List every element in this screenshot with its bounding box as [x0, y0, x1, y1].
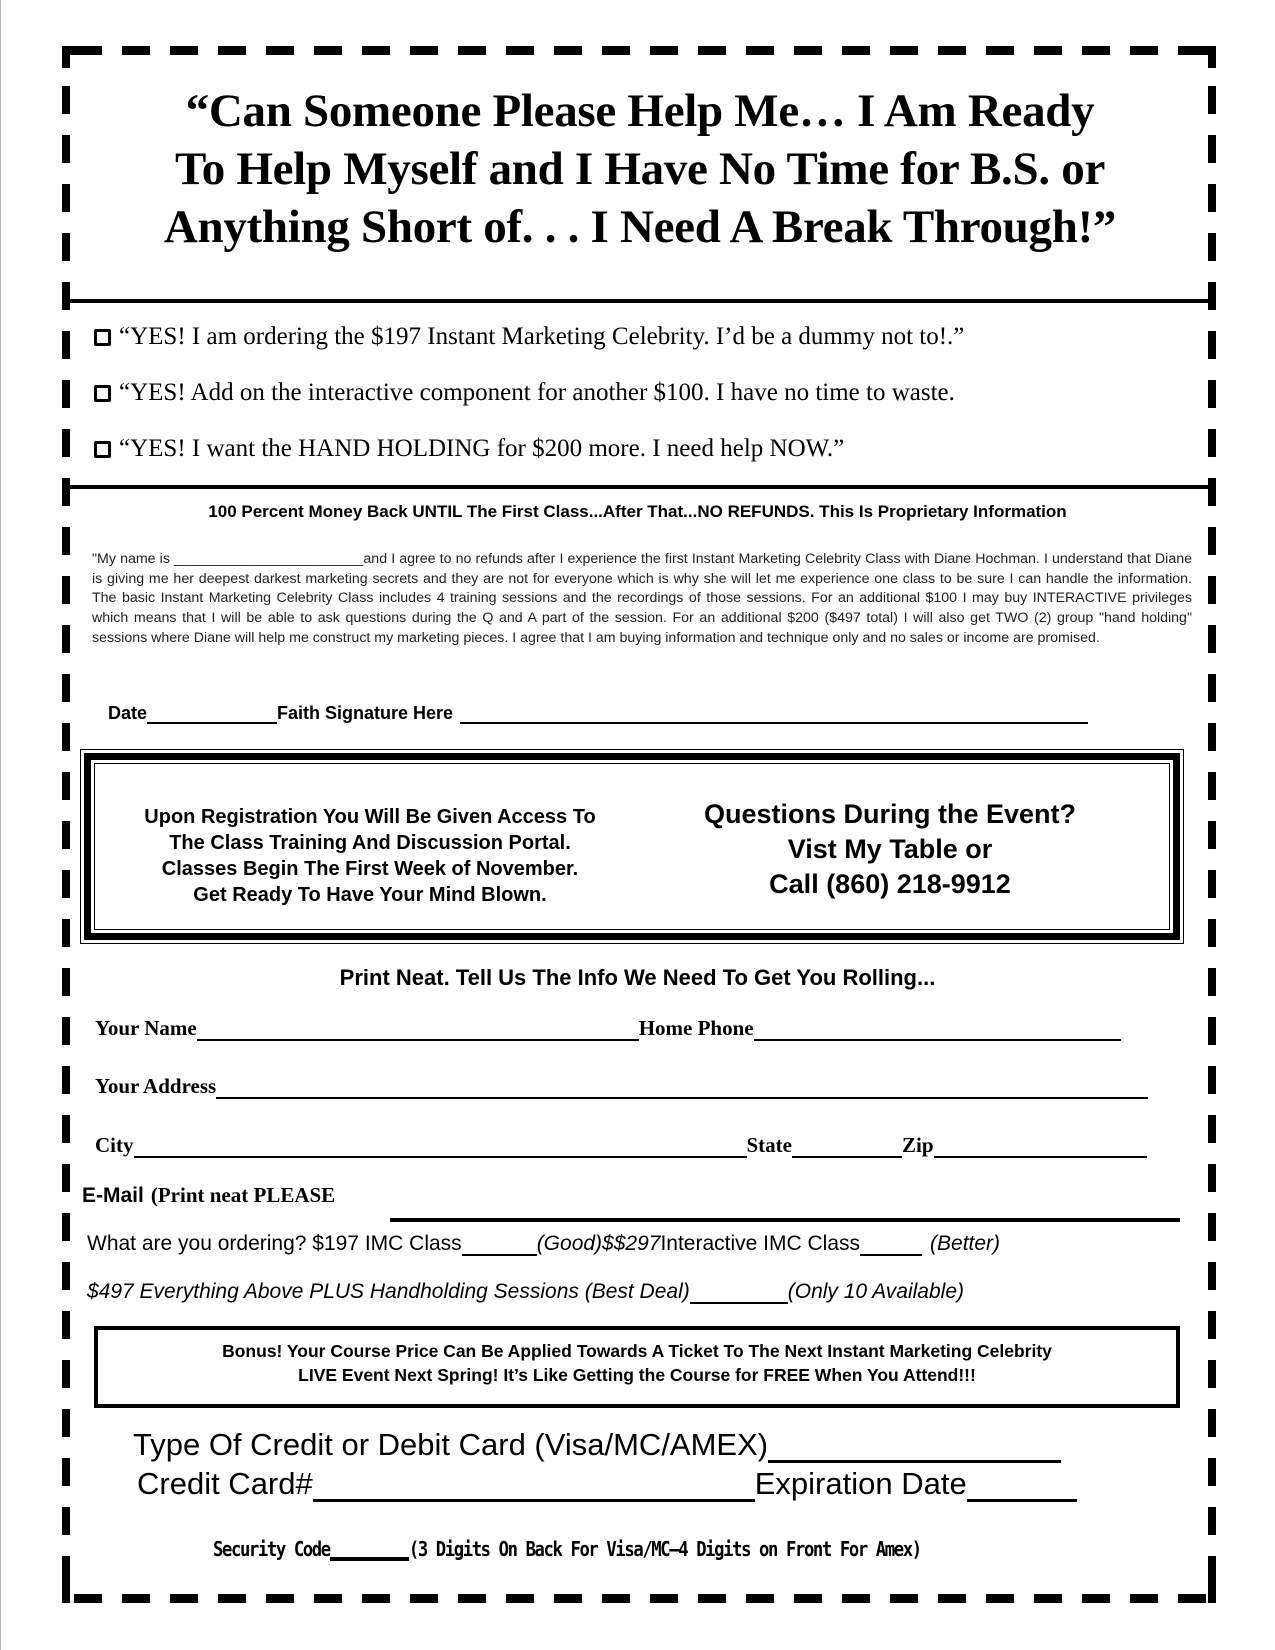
city-label: City	[95, 1133, 134, 1157]
phone-label: Home Phone	[638, 1016, 754, 1040]
border-dash	[842, 46, 870, 55]
option-row-interactive[interactable]	[94, 379, 955, 407]
border-dash	[1208, 772, 1216, 800]
border-dash	[1208, 723, 1216, 751]
city-state-zip-row	[95, 1133, 1147, 1158]
info-box-frame	[84, 753, 1180, 940]
border-dash	[1208, 1213, 1216, 1241]
border-dash	[62, 331, 70, 359]
border-dash	[986, 46, 1014, 55]
registration-line: Classes Begin The First Week of November.	[161, 858, 579, 880]
info-box-inner	[94, 763, 1170, 930]
info-box	[80, 749, 1184, 944]
border-dash	[1208, 46, 1216, 68]
border-dash	[62, 1213, 70, 1241]
signature-row	[108, 703, 1088, 724]
border-dash	[1208, 282, 1216, 310]
border-dash	[62, 233, 70, 261]
border-dash	[938, 46, 966, 55]
border-dash	[410, 46, 438, 55]
border-dash	[1130, 1594, 1158, 1603]
address-label: Your Address	[95, 1074, 217, 1098]
border-dash	[1208, 1360, 1216, 1388]
agreement-body: and I agree to no refunds after I experience the first Instant Marketing Celebrity Class with Diane Hochman. I understand that Diane is giving me her deepest darkest marketing secrets and they are not for everyone which is why she will let me experience one class to be sure I can handle the information. The basic Instant Marketing Celebrity Class includes 4 training sessions and the recordings of those sessions. For an additional $100 I may buy INTERACTIVE privileges which means that I will be able to ask questions during the Q and A part of the session. For an additional $200 ($497 total) I will also get TWO (2) group "hand holding" sessions where Diane will help me construct my marketing pieces. I agree that I am buying information and technique only and no sales or income are promised.	[92, 551, 1192, 646]
refund-notice: 100 Percent Money Back UNTIL The First Class...After That...NO REFUNDS. This Is Proprietary Information	[208, 502, 1067, 521]
border-dash	[1082, 46, 1110, 55]
zip-label: Zip	[902, 1133, 934, 1157]
border-dash	[890, 1594, 918, 1603]
border-dash	[602, 1594, 630, 1603]
border-dash	[1208, 576, 1216, 604]
interactive-class-label: Interactive IMC Class	[660, 1232, 861, 1255]
border-dash	[62, 1458, 70, 1486]
border-dash	[1208, 1262, 1216, 1290]
option-label: “YES! Add on the interactive component for another $100. I have no time to waste.	[119, 379, 955, 406]
border-dash	[62, 1582, 70, 1603]
border-dash	[62, 1360, 70, 1388]
border-dash	[1208, 527, 1216, 555]
good-tier: (Good)$$297	[536, 1232, 661, 1255]
border-dash	[986, 1594, 1014, 1603]
card-number-field[interactable]	[313, 1473, 755, 1502]
border-dash	[746, 1594, 774, 1603]
email-label: E-Mail	[82, 1184, 144, 1207]
border-dash	[62, 870, 70, 898]
contact-line: Vist My Table or	[787, 834, 993, 864]
contact-info	[670, 797, 1110, 902]
date-label: Date	[108, 703, 148, 723]
border-dash	[62, 1017, 70, 1045]
border-dash	[458, 1594, 486, 1603]
border-dash	[506, 1594, 534, 1603]
border-dash	[62, 282, 70, 310]
headline-line-2: To Help Myself and I Have No Time for B.S. or	[174, 143, 1106, 195]
address-field[interactable]	[216, 1079, 1148, 1099]
card-type-label: Type Of Credit or Debit Card (Visa/MC/AMEX)	[133, 1427, 769, 1462]
border-dash	[1208, 380, 1216, 408]
border-dash	[554, 46, 582, 55]
border-dash	[1208, 233, 1216, 261]
security-code-row	[213, 1537, 921, 1561]
city-field[interactable]	[134, 1138, 747, 1158]
interactive-class-field[interactable]	[860, 1237, 922, 1256]
border-dash	[62, 1311, 70, 1339]
border-dash	[362, 1594, 390, 1603]
border-dash	[650, 1594, 678, 1603]
border-dash	[266, 46, 294, 55]
border-dash	[62, 1409, 70, 1437]
email-field[interactable]	[390, 1218, 1180, 1222]
imc-class-field[interactable]	[462, 1237, 537, 1256]
name-label: Your Name	[95, 1016, 197, 1040]
security-code-label: Security Code	[213, 1537, 330, 1561]
agreement-prefix: "My name is	[92, 551, 175, 567]
border-dash	[890, 46, 918, 55]
border-dash	[218, 1594, 246, 1603]
headline-line-3: Anything Short of. . . I Need A Break Through!”	[163, 201, 1117, 253]
state-label: State	[746, 1133, 792, 1157]
border-dash	[62, 46, 70, 68]
expiration-label: Expiration Date	[754, 1466, 967, 1501]
border-dash	[794, 46, 822, 55]
bonus-line: LIVE Event Next Spring! It’s Like Getting the Course for FREE When You Attend!!!	[298, 1365, 976, 1385]
border-dash	[62, 1262, 70, 1290]
best-deal-field[interactable]	[690, 1285, 788, 1304]
border-dash	[1208, 625, 1216, 653]
headline	[75, 82, 1205, 256]
border-dash	[1034, 1594, 1062, 1603]
border-dash	[1208, 1582, 1216, 1603]
border-dash	[62, 576, 70, 604]
border-dash	[554, 1594, 582, 1603]
border-dash	[62, 429, 70, 457]
email-row	[82, 1183, 335, 1208]
border-dash	[698, 1594, 726, 1603]
options-divider	[62, 485, 1215, 489]
option-row-hand-holding[interactable]	[94, 435, 844, 463]
bonus-box	[94, 1326, 1180, 1408]
border-dash	[1082, 1594, 1110, 1603]
border-dash	[122, 46, 150, 55]
border-dash	[62, 527, 70, 555]
border-dash	[698, 46, 726, 55]
border-dash	[1178, 46, 1206, 55]
border-dash	[794, 1594, 822, 1603]
border-dash	[602, 46, 630, 55]
email-note: (Print neat PLEASE	[150, 1183, 336, 1207]
card-type-row	[133, 1427, 1061, 1463]
page-edge	[0, 0, 1, 1650]
ordering-question: What are you ordering? $197 IMC Class	[87, 1232, 462, 1255]
border-dash	[62, 1507, 70, 1535]
border-dash	[62, 625, 70, 653]
border-dash	[938, 1594, 966, 1603]
card-number-row	[137, 1466, 1077, 1502]
border-dash	[170, 1594, 198, 1603]
name-phone-row	[95, 1016, 1121, 1041]
border-dash	[62, 1164, 70, 1192]
form-title: Print Neat. Tell Us The Info We Need To Get You Rolling...	[339, 965, 936, 990]
border-dash	[62, 86, 70, 114]
border-dash	[1208, 1115, 1216, 1143]
agreement-paragraph	[92, 550, 1192, 649]
border-dash	[1208, 821, 1216, 849]
border-dash	[1208, 674, 1216, 702]
headline-line-1: “Can Someone Please Help Me… I Am Ready	[185, 85, 1095, 137]
border-dash	[314, 1594, 342, 1603]
agreement-name-blank[interactable]: ________________________	[174, 551, 364, 567]
contact-line: Questions During the Event?	[703, 799, 1077, 829]
border-dash	[62, 674, 70, 702]
date-field[interactable]	[147, 706, 277, 724]
border-dash	[842, 1594, 870, 1603]
border-dash	[218, 46, 246, 55]
best-deal-label: $497 Everything Above PLUS Handholding Sessions (Best Deal)	[87, 1280, 690, 1303]
registration-line: Get Ready To Have Your Mind Blown.	[193, 884, 547, 906]
border-dash	[62, 1556, 70, 1584]
border-dash	[122, 1594, 150, 1603]
border-dash	[650, 46, 678, 55]
border-dash	[1208, 1311, 1216, 1339]
border-dash	[62, 1115, 70, 1143]
option-label: “YES! I want the HAND HOLDING for $200 more. I need help NOW.”	[119, 435, 845, 462]
border-dash	[62, 772, 70, 800]
border-dash	[1208, 919, 1216, 947]
border-dash	[62, 821, 70, 849]
header-divider	[62, 299, 1213, 303]
phone-field[interactable]	[754, 1021, 1121, 1041]
border-dash	[1208, 870, 1216, 898]
ordering-row	[87, 1232, 1000, 1256]
option-label: “YES! I am ordering the $197 Instant Marketing Celebrity. I’d be a dummy not to!.”	[119, 323, 965, 350]
border-dash	[1208, 331, 1216, 359]
border-dash	[74, 46, 102, 55]
border-dash	[1208, 184, 1216, 212]
border-dash	[62, 380, 70, 408]
checkbox-197[interactable]	[94, 329, 111, 346]
border-dash	[62, 135, 70, 163]
border-dash	[1208, 1556, 1216, 1584]
border-dash	[1178, 1594, 1206, 1603]
signature-label: Faith Signature Here	[277, 703, 454, 723]
border-dash	[746, 46, 774, 55]
name-field[interactable]	[197, 1021, 639, 1041]
border-dash	[458, 46, 486, 55]
security-code-note: (3 Digits On Back For Visa/MC—4 Digits on Front For Amex)	[408, 1537, 921, 1561]
bonus-line: Bonus! Your Course Price Can Be Applied Towards A Ticket To The Next Instant Marketing Celebrity	[222, 1341, 1052, 1361]
border-dash	[266, 1594, 294, 1603]
option-row-197[interactable]	[94, 323, 964, 351]
state-field[interactable]	[792, 1138, 902, 1158]
border-dash	[1208, 1066, 1216, 1094]
registration-line: The Class Training And Discussion Portal.	[169, 832, 571, 854]
border-dash	[1208, 429, 1216, 457]
border-dash	[62, 184, 70, 212]
checkbox-hand-holding[interactable]	[94, 441, 111, 458]
border-dash	[362, 46, 390, 55]
border-dash	[62, 919, 70, 947]
best-deal-row	[87, 1280, 964, 1304]
border-dash	[1208, 86, 1216, 114]
registration-line: Upon Registration You Will Be Given Access To	[144, 806, 596, 828]
border-dash	[62, 723, 70, 751]
contact-phone: Call (860) 218-9912	[769, 869, 1011, 899]
border-dash	[410, 1594, 438, 1603]
border-dash	[314, 46, 342, 55]
border-dash	[1208, 135, 1216, 163]
border-dash	[170, 46, 198, 55]
border-dash	[74, 1594, 102, 1603]
registration-info	[105, 804, 635, 908]
border-dash	[1034, 46, 1062, 55]
zip-field[interactable]	[934, 1138, 1147, 1158]
address-row	[95, 1074, 1148, 1099]
card-number-label: Credit Card#	[137, 1466, 313, 1501]
signature-field[interactable]	[460, 706, 1088, 724]
expiration-field[interactable]	[967, 1473, 1077, 1502]
border-dash	[506, 46, 534, 55]
border-dash	[1208, 1458, 1216, 1486]
border-dash	[1130, 46, 1158, 55]
border-dash	[1208, 1409, 1216, 1437]
best-deal-note: (Only 10 Available)	[787, 1280, 965, 1303]
security-code-field[interactable]	[330, 1539, 409, 1561]
checkbox-interactive[interactable]	[94, 385, 111, 402]
card-type-field[interactable]	[768, 1434, 1061, 1463]
border-dash	[1208, 1164, 1216, 1192]
better-tier: (Better)	[930, 1232, 1001, 1255]
border-dash	[1208, 1507, 1216, 1535]
border-dash	[1208, 1017, 1216, 1045]
border-dash	[62, 1066, 70, 1094]
